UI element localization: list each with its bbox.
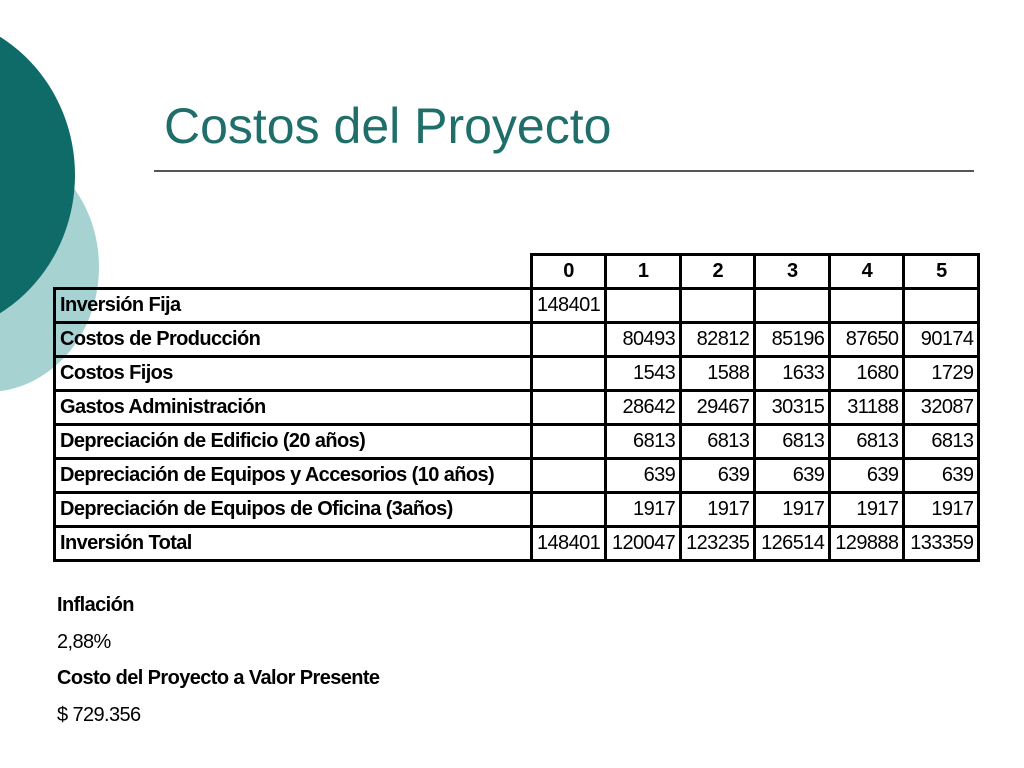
table-cell: 1588 xyxy=(681,357,755,391)
table-cell: 1917 xyxy=(681,493,755,527)
notes-block xyxy=(57,587,379,733)
table-cell: 1729 xyxy=(904,357,979,391)
table-cell: 1917 xyxy=(755,493,830,527)
table-cell xyxy=(532,459,606,493)
table-cell: 120047 xyxy=(606,527,681,561)
row-label: Depreciación de Edificio (20 años) xyxy=(55,425,532,459)
table-cell xyxy=(532,357,606,391)
table-cell xyxy=(532,493,606,527)
table-cell: 1680 xyxy=(830,357,904,391)
row-label: Costos Fijos xyxy=(55,357,532,391)
table-cell: 90174 xyxy=(904,323,979,357)
table-cell: 6813 xyxy=(606,425,681,459)
table-cell xyxy=(532,391,606,425)
table-cell: 29467 xyxy=(681,391,755,425)
header-corner xyxy=(55,255,532,289)
table-cell: 1917 xyxy=(904,493,979,527)
table-cell: 126514 xyxy=(755,527,830,561)
table-cell: 1917 xyxy=(606,493,681,527)
period-header: 4 xyxy=(830,255,904,289)
table-cell: 129888 xyxy=(830,527,904,561)
table-row-total xyxy=(55,527,979,561)
table-cell: 28642 xyxy=(606,391,681,425)
table-row xyxy=(55,323,979,357)
period-header: 0 xyxy=(532,255,606,289)
table-cell: 30315 xyxy=(755,391,830,425)
table-row xyxy=(55,459,979,493)
table-cell: 6813 xyxy=(755,425,830,459)
table-cell: 1543 xyxy=(606,357,681,391)
table-cell xyxy=(532,323,606,357)
period-header: 2 xyxy=(681,255,755,289)
table-cell: 1917 xyxy=(830,493,904,527)
table-cell xyxy=(904,289,979,323)
table-cell xyxy=(606,289,681,323)
table-cell: 133359 xyxy=(904,527,979,561)
table-row xyxy=(55,357,979,391)
table-cell: 82812 xyxy=(681,323,755,357)
row-label: Inversión Fija xyxy=(55,289,532,323)
present-value: $ 729.356 xyxy=(57,703,141,726)
row-label: Depreciación de Equipos y Accesorios (10 años) xyxy=(55,459,532,493)
table-cell: 639 xyxy=(606,459,681,493)
period-header: 1 xyxy=(606,255,681,289)
present-value-label: Costo del Proyecto a Valor Presente xyxy=(57,667,380,689)
table-cell: 148401 xyxy=(532,289,606,323)
title-divider xyxy=(154,170,974,172)
inflation-value: 2,88% xyxy=(57,630,111,653)
table-cell: 6813 xyxy=(830,425,904,459)
table-cell xyxy=(532,425,606,459)
slide-title: Costos del Proyecto xyxy=(164,98,612,154)
table-cell xyxy=(755,289,830,323)
table-cell: 85196 xyxy=(755,323,830,357)
table-row xyxy=(55,289,979,323)
table-cell: 639 xyxy=(904,459,979,493)
row-label: Inversión Total xyxy=(55,527,532,561)
table-cell: 1633 xyxy=(755,357,830,391)
row-label: Gastos Administración xyxy=(55,391,532,425)
table-cell: 31188 xyxy=(830,391,904,425)
table-row xyxy=(55,493,979,527)
table-cell xyxy=(830,289,904,323)
table-cell: 32087 xyxy=(904,391,979,425)
row-label: Costos de Producción xyxy=(55,323,532,357)
table-cell: 123235 xyxy=(681,527,755,561)
table-cell xyxy=(681,289,755,323)
table-cell: 80493 xyxy=(606,323,681,357)
period-header: 5 xyxy=(904,255,979,289)
table-cell: 639 xyxy=(830,459,904,493)
table-header-row xyxy=(55,255,979,289)
table-cell: 6813 xyxy=(904,425,979,459)
row-label: Depreciación de Equipos de Oficina (3años) xyxy=(55,493,532,527)
table-row xyxy=(55,391,979,425)
table-cell: 639 xyxy=(755,459,830,493)
cost-table xyxy=(53,253,980,562)
table-cell: 639 xyxy=(681,459,755,493)
table-cell: 6813 xyxy=(681,425,755,459)
table-row xyxy=(55,425,979,459)
table-cell: 148401 xyxy=(532,527,606,561)
table-cell: 87650 xyxy=(830,323,904,357)
period-header: 3 xyxy=(755,255,830,289)
inflation-label: Inflación xyxy=(57,594,134,616)
